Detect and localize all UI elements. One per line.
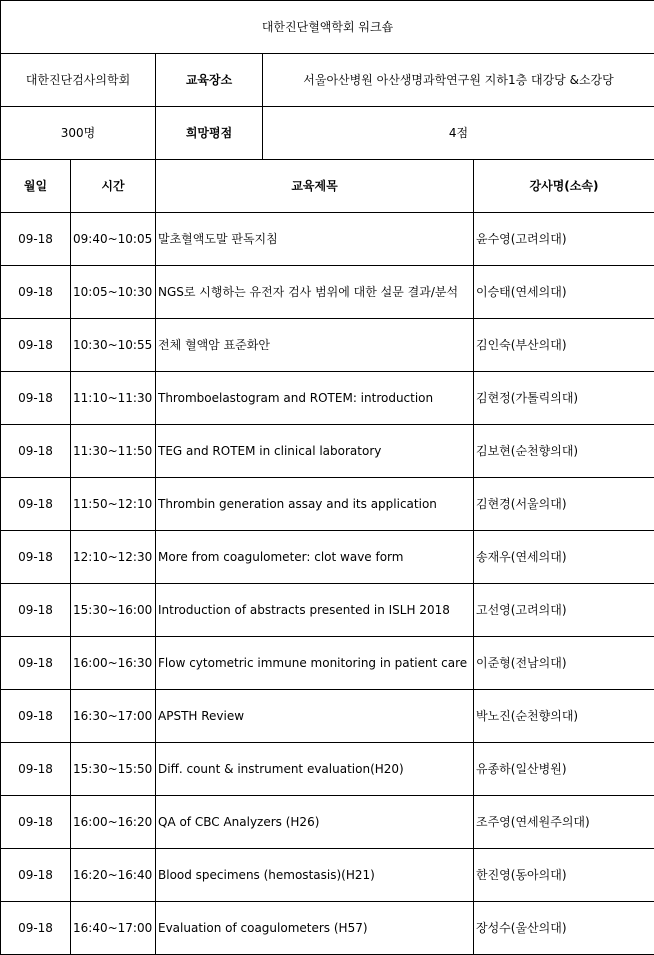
table-row	[1, 372, 654, 425]
session-topic: APSTH Review	[156, 690, 474, 743]
table-row	[1, 743, 654, 796]
session-date: 09-18	[1, 213, 71, 266]
session-date: 09-18	[1, 743, 71, 796]
table-row	[1, 849, 654, 902]
session-speaker: 박노진(순천향의대)	[474, 690, 654, 743]
session-speaker: 김인숙(부산의대)	[474, 319, 654, 372]
table-row	[1, 478, 654, 531]
session-date: 09-18	[1, 372, 71, 425]
table-row	[1, 902, 654, 955]
session-time: 15:30~15:50	[71, 743, 156, 796]
session-date: 09-18	[1, 531, 71, 584]
table-row	[1, 637, 654, 690]
session-speaker: 김현경(서울의대)	[474, 478, 654, 531]
session-time: 09:40~10:05	[71, 213, 156, 266]
capacity: 300명	[1, 107, 156, 160]
session-time: 10:05~10:30	[71, 266, 156, 319]
header-time: 시간	[71, 160, 156, 213]
table-row	[1, 213, 654, 266]
session-date: 09-18	[1, 796, 71, 849]
venue-row	[1, 54, 654, 107]
session-topic: Evaluation of coagulometers (H57)	[156, 902, 474, 955]
session-speaker: 김현정(가톨릭의대)	[474, 372, 654, 425]
table-row	[1, 266, 654, 319]
table-row	[1, 425, 654, 478]
session-time: 10:30~10:55	[71, 319, 156, 372]
session-speaker: 김보현(순천향의대)	[474, 425, 654, 478]
session-topic: QA of CBC Analyzers (H26)	[156, 796, 474, 849]
session-speaker: 고선영(고려의대)	[474, 584, 654, 637]
session-speaker: 송재우(연세의대)	[474, 531, 654, 584]
session-date: 09-18	[1, 690, 71, 743]
session-date: 09-18	[1, 849, 71, 902]
header-row	[1, 160, 654, 213]
session-topic: TEG and ROTEM in clinical laboratory	[156, 425, 474, 478]
session-date: 09-18	[1, 319, 71, 372]
organizer: 대한진단검사의학회	[1, 54, 156, 107]
credit-row	[1, 107, 654, 160]
session-time: 16:00~16:30	[71, 637, 156, 690]
session-date: 09-18	[1, 637, 71, 690]
session-time: 11:10~11:30	[71, 372, 156, 425]
session-topic: Thrombin generation assay and its application	[156, 478, 474, 531]
session-topic: Blood specimens (hemostasis)(H21)	[156, 849, 474, 902]
table-row	[1, 319, 654, 372]
session-date: 09-18	[1, 266, 71, 319]
session-topic: NGS로 시행하는 유전자 검사 범위에 대한 설문 결과/분석	[156, 266, 474, 319]
header-topic: 교육제목	[156, 160, 474, 213]
session-topic: 전체 혈액암 표준화안	[156, 319, 474, 372]
session-time: 15:30~16:00	[71, 584, 156, 637]
session-speaker: 장성수(울산의대)	[474, 902, 654, 955]
session-speaker: 한진영(동아의대)	[474, 849, 654, 902]
session-date: 09-18	[1, 902, 71, 955]
table-row	[1, 584, 654, 637]
session-topic: Diff. count & instrument evaluation(H20)	[156, 743, 474, 796]
session-time: 11:50~12:10	[71, 478, 156, 531]
session-time: 12:10~12:30	[71, 531, 156, 584]
session-topic: Thromboelastogram and ROTEM: introduction	[156, 372, 474, 425]
venue-value: 서울아산병원 아산생명과학연구원 지하1층 대강당 &소강당	[263, 54, 654, 107]
session-time: 16:20~16:40	[71, 849, 156, 902]
session-topic: More from coagulometer: clot wave form	[156, 531, 474, 584]
session-time: 16:40~17:00	[71, 902, 156, 955]
session-time: 16:00~16:20	[71, 796, 156, 849]
session-time: 16:30~17:00	[71, 690, 156, 743]
credit-value: 4점	[263, 107, 654, 160]
session-date: 09-18	[1, 478, 71, 531]
session-topic: 말초혈액도말 판독지침	[156, 213, 474, 266]
session-speaker: 윤수영(고려의대)	[474, 213, 654, 266]
header-date: 월일	[1, 160, 71, 213]
table-row	[1, 796, 654, 849]
workshop-title: 대한진단혈액학회 워크숍	[1, 1, 654, 54]
credit-label: 희망평점	[156, 107, 263, 160]
session-topic: Introduction of abstracts presented in ISLH 2018	[156, 584, 474, 637]
session-date: 09-18	[1, 425, 71, 478]
session-speaker: 유종하(일산병원)	[474, 743, 654, 796]
session-topic: Flow cytometric immune monitoring in patient care	[156, 637, 474, 690]
title-row	[1, 1, 654, 54]
table-row	[1, 690, 654, 743]
session-speaker: 조주영(연세원주의대)	[474, 796, 654, 849]
session-time: 11:30~11:50	[71, 425, 156, 478]
venue-label: 교육장소	[156, 54, 263, 107]
session-date: 09-18	[1, 584, 71, 637]
session-speaker: 이준형(전남의대)	[474, 637, 654, 690]
session-speaker: 이승태(연세의대)	[474, 266, 654, 319]
header-speaker: 강사명(소속)	[474, 160, 654, 213]
table-row	[1, 531, 654, 584]
